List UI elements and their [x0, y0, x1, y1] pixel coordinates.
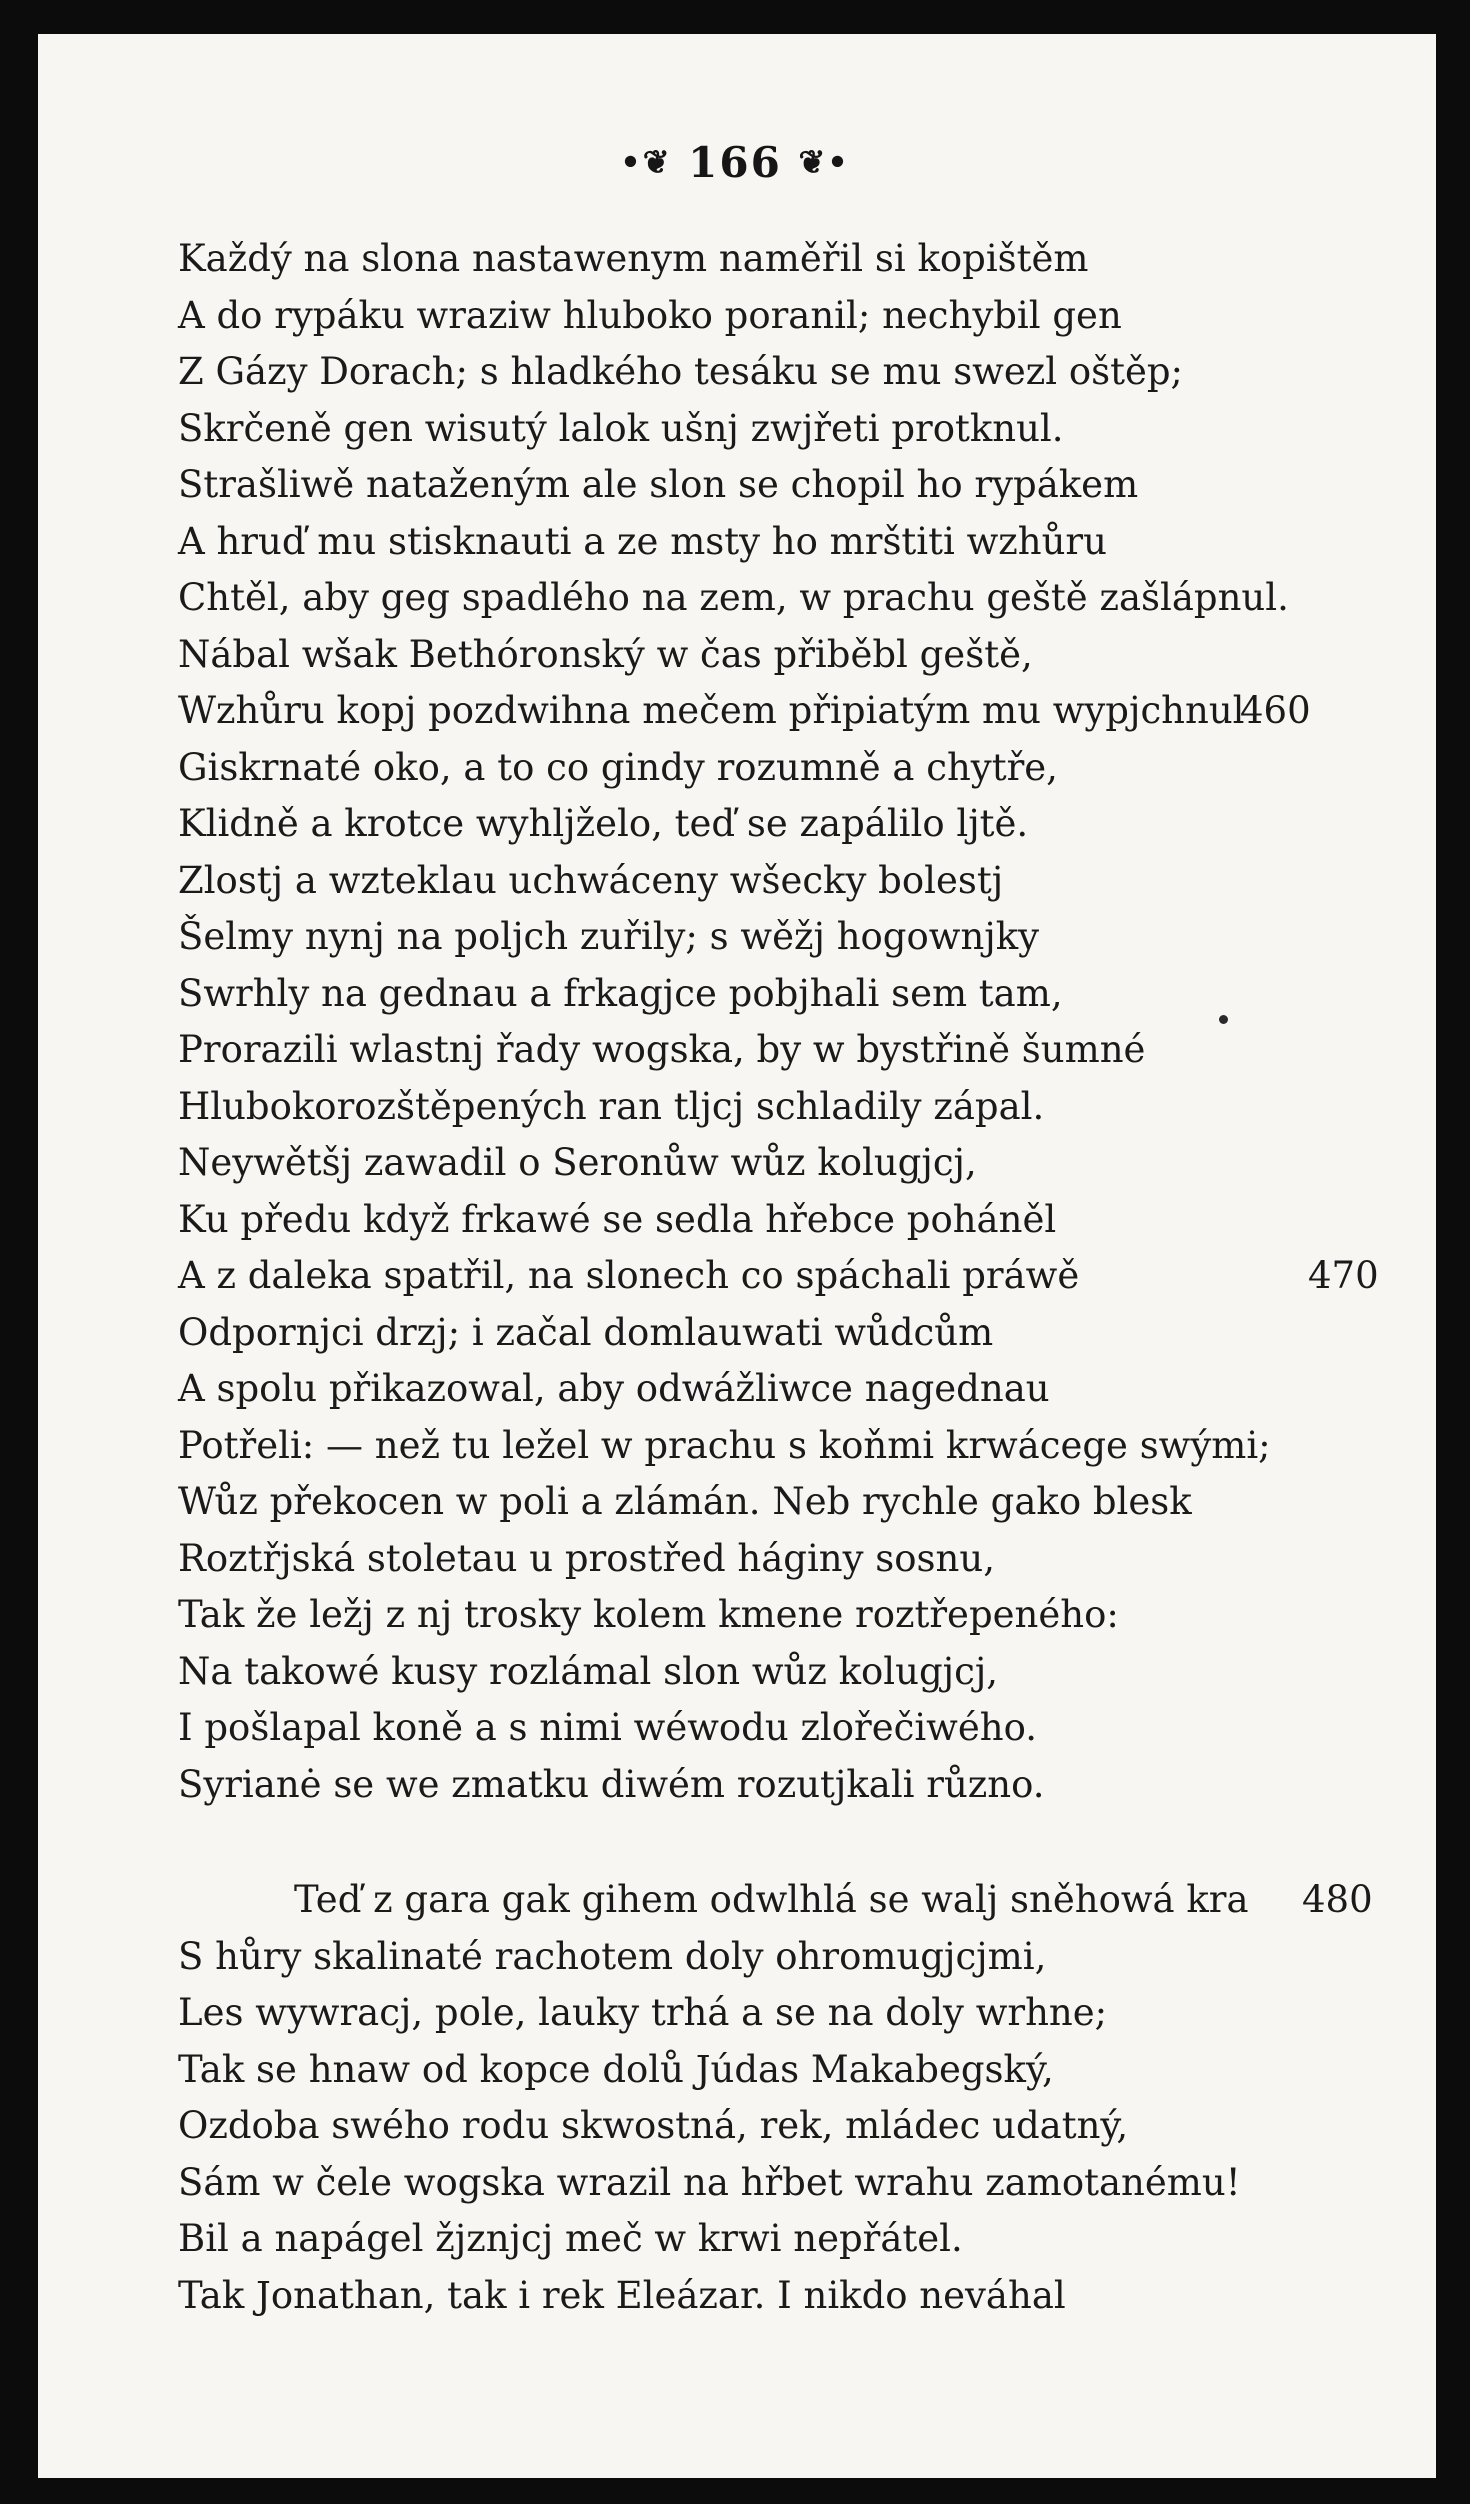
page-number: 166 [688, 138, 782, 187]
line-text: Z Gázy Dorach; s hladkého tesáku se mu swezl oštěp; [178, 350, 1184, 393]
line-text: Odpornjci drzj; i začal domlauwati wůdcům [178, 1310, 994, 1354]
poem-line [178, 1418, 1388, 1475]
line-text: A hruď mu stisknauti a ze msty ho mrštiti wzhůru [178, 519, 1107, 563]
poem-line [178, 1757, 1388, 1814]
poem-line [178, 457, 1388, 514]
line-text: Tak že ležj z nj trosky kolem kmene roztřepeného: [178, 1593, 1119, 1636]
poem-line [178, 288, 1388, 345]
line-text: Skrčeně gen wisutý lalok ušnj zwjřeti protknul. [178, 406, 1064, 450]
poem-line [178, 1929, 1388, 1986]
poem-line [178, 853, 1388, 910]
line-text: Teď z gara gak gihem odwlhlá se walj sněhowá kra [294, 1878, 1249, 1921]
poem-line [178, 796, 1388, 853]
line-text: Les wywracj, pole, lauky trhá a se na doly wrhne; [178, 1991, 1108, 2034]
poem-line [178, 1872, 1388, 1929]
line-text: I pošlapal koně a s nimi wéwodu zlořečiwého. [178, 1706, 1037, 1749]
line-text: Neywětšj zawadil o Seronůw wůz kolugjcj, [178, 1141, 977, 1184]
line-text: Sám w čele wogska wrazil na hřbet wrahu zamotanému! [178, 2160, 1241, 2204]
poem-line [178, 1531, 1388, 1588]
line-text: Potřeli: — než tu ležel w prachu s koňmi krwácege swými; [178, 1423, 1271, 1467]
line-text: Wzhůru kopj pozdwihna mečem připiatým mu wypjchnul [178, 689, 1245, 732]
poem-line [178, 2155, 1388, 2212]
poem-line [178, 1474, 1388, 1531]
line-text: Strašliwě nataženým ale slon se chopil ho rypákem [178, 463, 1139, 506]
poem-line [178, 627, 1388, 684]
line-text: Tak se hnaw od kopce dolů Júdas Makabegský, [178, 2047, 1054, 2091]
line-text: Na takowé kusy rozlámal slon wůz kolugjcj, [178, 1649, 999, 1693]
poem-line [178, 1985, 1388, 2042]
poem-line [178, 1192, 1388, 1249]
stanza-gap [178, 1813, 1388, 1872]
ornament-left-icon: •❦ [620, 143, 672, 181]
line-text: Roztřjská stoletau u prostřed háginy sosnu, [178, 1536, 995, 1580]
line-text: A z daleka spatřil, na slonech co spáchali práwě [178, 1254, 1080, 1297]
line-text: Swrhly na gednau a frkagjce pobjhali sem tam, [178, 971, 1063, 1015]
poem-line [178, 1079, 1388, 1136]
poem-line [178, 1305, 1388, 1362]
line-text: Prorazili wlastnj řady wogska, by w bystřině šumné [178, 1028, 1146, 1071]
line-text: Hlubokorozštěpených ran tljcj schladily zápal. [178, 1084, 1045, 1128]
line-text: A spolu přikazowal, aby odwážliwce nagednau [178, 1367, 1050, 1410]
poem-line [178, 683, 1388, 740]
poem-line [178, 1135, 1388, 1192]
line-text: Tak Jonathan, tak i rek Eleázar. I nikdo neváhal [178, 2273, 1066, 2317]
poem-line [178, 570, 1388, 627]
poem-line [178, 2268, 1388, 2325]
line-text: Klidně a krotce wyhljželo, teď se zapálilo ljtě. [178, 802, 1029, 845]
poem-line [178, 2098, 1388, 2155]
poem-line [178, 231, 1388, 288]
line-text: S hůry skalinaté rachotem doly ohromugjcjmi, [178, 1934, 1047, 1978]
poem-line [178, 2042, 1388, 2099]
poem-line [178, 1248, 1388, 1305]
poem-line [178, 2211, 1388, 2268]
line-text: A do rypáku wraziw hluboko poranil; nechybil gen [178, 293, 1122, 337]
line-text: Šelmy nynj na poljch zuřily; s wěžj hogownjky [178, 915, 1040, 958]
poem-line [178, 909, 1388, 966]
poem-line [178, 1361, 1388, 1418]
poem-line [178, 514, 1388, 571]
poem-line [178, 1587, 1388, 1644]
line-text: Nábal wšak Bethóronský w čas přiběbl geště, [178, 632, 1033, 676]
line-text: Syrianė se we zmatku diwém rozutjkali různo. [178, 1762, 1045, 1806]
line-text: Bil a napágel žjznjcj meč w krwi nepřátel. [178, 2217, 963, 2260]
poem-line [178, 401, 1388, 458]
line-text: Ku předu když frkawé se sedla hřebce poháněl [178, 1197, 1057, 1241]
poem-line [178, 1644, 1388, 1701]
poem-line [178, 344, 1388, 401]
line-text: Wůz překocen w poli a zlámán. Neb rychle gako blesk [178, 1480, 1192, 1523]
poem-line [178, 740, 1388, 797]
line-text: Zlostj a wzteklau uchwáceny wšecky bolestj [178, 858, 1004, 902]
poem-line [178, 966, 1388, 1023]
line-text: Každý na slona nastawenym naměřil si kopištěm [178, 237, 1089, 280]
page-header [0, 138, 1470, 187]
poem-line [178, 1022, 1388, 1079]
line-number: 460 [1240, 689, 1311, 732]
line-number: 470 [1308, 1254, 1379, 1297]
line-text: Chtěl, aby geg spadlého na zem, w prachu geště zašlápnul. [178, 576, 1289, 619]
poem-text [178, 231, 1388, 2324]
line-number: 480 [1302, 1878, 1373, 1921]
ink-speck [1219, 1015, 1228, 1024]
line-text: Ozdoba swého rodu skwostná, rek, mládec udatný, [178, 2104, 1129, 2147]
poem-line [178, 1700, 1388, 1757]
ornament-right-icon: ❦• [798, 143, 850, 181]
line-text: Giskrnaté oko, a to co gindy rozumně a chytře, [178, 745, 1058, 789]
